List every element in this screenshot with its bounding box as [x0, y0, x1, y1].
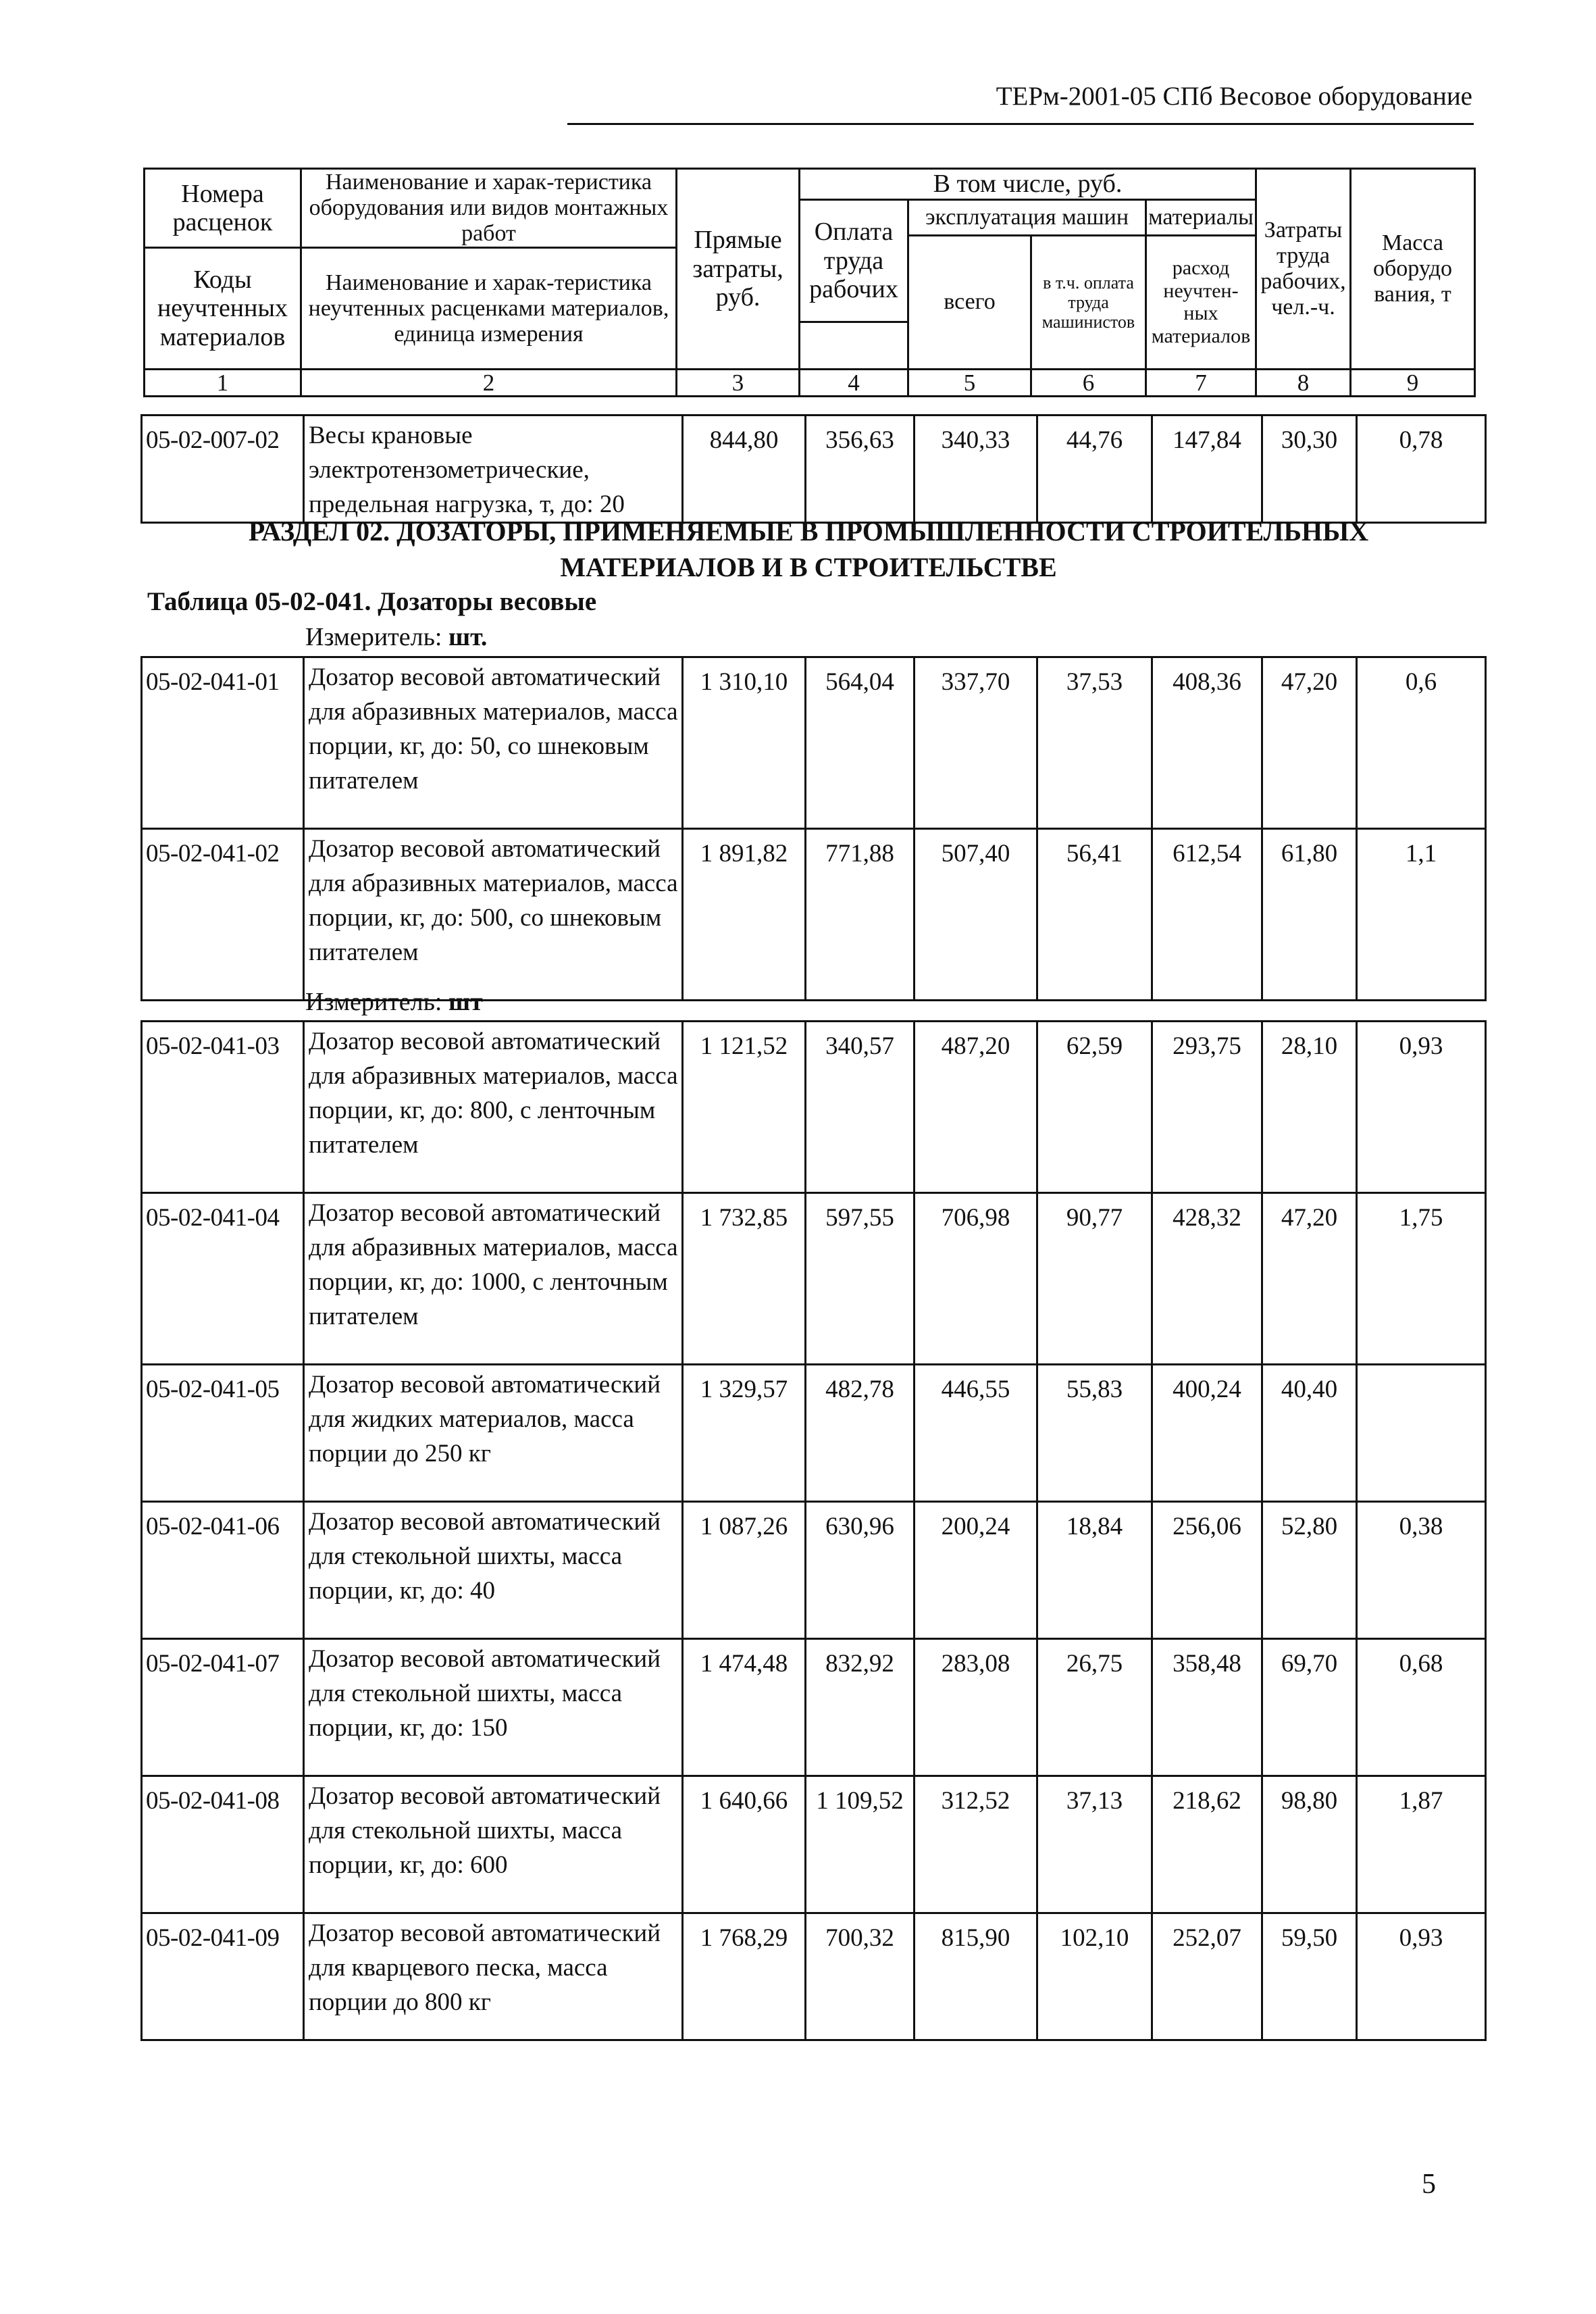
header-including: В том числе, руб. [800, 169, 1256, 200]
table-row [142, 416, 1486, 523]
machines-total: 446,55 [915, 1365, 1037, 1502]
worker-pay: 564,04 [806, 657, 915, 829]
worker-pay: 1 109,52 [806, 1776, 915, 1913]
rate-name: Весы крановые электротензометрические, предельная нагрузка, т, до: 20 [304, 416, 683, 523]
header-col-number: 6 [1031, 370, 1146, 397]
header-work-name: Наименование и харак-теристика оборудования или видов монтажных работ [301, 169, 677, 248]
operator-pay: 62,59 [1037, 1022, 1152, 1193]
rate-code: 05-02-041-01 [142, 657, 304, 829]
running-head: ТЕРм-2001-05 СПб Весовое оборудование [996, 82, 1472, 111]
header-direct-costs: Прямые затраты, руб. [677, 169, 800, 370]
operator-pay: 55,83 [1037, 1365, 1152, 1502]
rate-code: 05-02-041-05 [142, 1365, 304, 1502]
rate-name: Дозатор весовой автоматический для абразивных материалов, масса порции, кг, до: 800, с ленточным питателем [304, 1022, 683, 1193]
unit-label [305, 985, 483, 1019]
header-worker-pay: Оплата труда рабочих [800, 200, 908, 322]
machines-total: 815,90 [915, 1913, 1037, 2040]
operator-pay: 37,13 [1037, 1776, 1152, 1913]
header-machines-total: всего [908, 235, 1031, 370]
section-title: РАЗДЕЛ 02. ДОЗАТОРЫ, ПРИМЕНЯЕМЫЕ В ПРОМЫШЛЕННОСТИ СТРОИТЕЛЬНЫХ [248, 516, 1369, 547]
table-row [142, 1365, 1486, 1502]
header-equipment-mass: Масса оборудо вания, т [1351, 169, 1475, 370]
rate-name: Дозатор весовой автоматический для стекольной шихты, масса порции, кг, до: 150 [304, 1639, 683, 1776]
table-title: Таблица 05-02-041. Дозаторы весовые [147, 587, 597, 616]
direct-costs: 1 310,10 [683, 657, 806, 829]
worker-pay: 597,55 [806, 1193, 915, 1365]
rate-name: Дозатор весовой автоматический для стекольной шихты, масса порции, кг, до: 600 [304, 1776, 683, 1913]
materials-cost: 428,32 [1152, 1193, 1262, 1365]
operator-pay: 26,75 [1037, 1639, 1152, 1776]
rate-name: Дозатор весовой автоматический для абразивных материалов, масса порции, кг, до: 50, со шнековым питателем [304, 657, 683, 829]
header-materials: материалы [1146, 200, 1256, 236]
materials-cost: 218,62 [1152, 1776, 1262, 1913]
header-col-number: 5 [908, 370, 1031, 397]
equipment-mass: 1,75 [1357, 1193, 1486, 1365]
materials-cost: 256,06 [1152, 1502, 1262, 1639]
direct-costs: 1 329,57 [683, 1365, 806, 1502]
worker-pay: 340,57 [806, 1022, 915, 1193]
labor-hours: 59,50 [1262, 1913, 1357, 2040]
rate-code: 05-02-041-09 [142, 1913, 304, 2040]
direct-costs: 844,80 [683, 416, 806, 523]
header-unaccounted-materials: расход неучтен-ных материалов [1146, 235, 1256, 370]
header-material-codes: Коды неучтенных материалов [145, 248, 301, 370]
unit-label-text: Измеритель: [305, 623, 442, 651]
header-operator-pay: в т.ч. оплата труда машинистов [1031, 235, 1146, 370]
machines-total: 706,98 [915, 1193, 1037, 1365]
rates-table-scales [140, 414, 1487, 524]
header-material-names: Наименование и харак-теристика неучтенных расценками материалов, единица измерения [301, 248, 677, 370]
rates-table-group-b [140, 1020, 1487, 2041]
rate-code: 05-02-041-03 [142, 1022, 304, 1193]
table-row [142, 829, 1486, 1001]
direct-costs: 1 640,66 [683, 1776, 806, 1913]
header-col-number: 8 [1256, 370, 1351, 397]
rate-code: 05-02-041-08 [142, 1776, 304, 1913]
rate-name: Дозатор весовой автоматический для абразивных материалов, масса порции, кг, до: 500, со шнековым питателем [304, 829, 683, 1001]
equipment-mass: 0,6 [1357, 657, 1486, 829]
rate-name: Дозатор весовой автоматический для абразивных материалов, масса порции, кг, до: 1000, с ленточным питателем [304, 1193, 683, 1365]
operator-pay: 37,53 [1037, 657, 1152, 829]
machines-total: 283,08 [915, 1639, 1037, 1776]
materials-cost: 293,75 [1152, 1022, 1262, 1193]
direct-costs: 1 732,85 [683, 1193, 806, 1365]
direct-costs: 1 121,52 [683, 1022, 806, 1193]
worker-pay: 700,32 [806, 1913, 915, 2040]
labor-hours: 52,80 [1262, 1502, 1357, 1639]
table-row [142, 1022, 1486, 1193]
labor-hours: 98,80 [1262, 1776, 1357, 1913]
labor-hours: 61,80 [1262, 829, 1357, 1001]
machines-total: 312,52 [915, 1776, 1037, 1913]
equipment-mass: 1,87 [1357, 1776, 1486, 1913]
direct-costs: 1 474,48 [683, 1639, 806, 1776]
worker-pay: 832,92 [806, 1639, 915, 1776]
column-header-table [143, 168, 1476, 397]
rate-code: 05-02-041-07 [142, 1639, 304, 1776]
rate-code: 05-02-041-06 [142, 1502, 304, 1639]
direct-costs: 1 768,29 [683, 1913, 806, 2040]
rate-name: Дозатор весовой автоматический для кварцевого песка, масса порции до 800 кг [304, 1913, 683, 2040]
header-col-number: 1 [145, 370, 301, 397]
equipment-mass: 0,93 [1357, 1913, 1486, 2040]
header-machines: эксплуатация машин [908, 200, 1146, 236]
unit-value: шт. [448, 623, 488, 651]
materials-cost: 408,36 [1152, 657, 1262, 829]
unit-value: шт [448, 988, 483, 1016]
header-col-number: 7 [1146, 370, 1256, 397]
labor-hours: 69,70 [1262, 1639, 1357, 1776]
labor-hours: 47,20 [1262, 1193, 1357, 1365]
unit-label-text: Измеритель: [305, 988, 442, 1016]
table-row [142, 1776, 1486, 1913]
equipment-mass: 0,78 [1357, 416, 1486, 523]
machines-total: 200,24 [915, 1502, 1037, 1639]
operator-pay: 90,77 [1037, 1193, 1152, 1365]
operator-pay: 44,76 [1037, 416, 1152, 523]
page-number: 5 [1422, 2169, 1436, 2200]
rate-code: 05-02-007-02 [142, 416, 304, 523]
materials-cost: 400,24 [1152, 1365, 1262, 1502]
header-labor-hours: Затраты труда рабочих, чел.-ч. [1256, 169, 1351, 370]
unit-label [305, 620, 487, 654]
materials-cost: 147,84 [1152, 416, 1262, 523]
equipment-mass: 0,93 [1357, 1022, 1486, 1193]
equipment-mass: 1,1 [1357, 829, 1486, 1001]
labor-hours: 40,40 [1262, 1365, 1357, 1502]
operator-pay: 56,41 [1037, 829, 1152, 1001]
section-title-cont: МАТЕРИАЛОВ И В СТРОИТЕЛЬСТВЕ [560, 552, 1057, 582]
table-row [142, 1913, 1486, 2040]
header-rate-numbers: Номера расценок [145, 169, 301, 248]
machines-total: 487,20 [915, 1022, 1037, 1193]
direct-costs: 1 087,26 [683, 1502, 806, 1639]
table-row [142, 1193, 1486, 1365]
header-col-number: 3 [677, 370, 800, 397]
table-row [142, 1639, 1486, 1776]
worker-pay: 771,88 [806, 829, 915, 1001]
materials-cost: 612,54 [1152, 829, 1262, 1001]
materials-cost: 358,48 [1152, 1639, 1262, 1776]
operator-pay: 18,84 [1037, 1502, 1152, 1639]
machines-total: 340,33 [915, 416, 1037, 523]
rate-code: 05-02-041-04 [142, 1193, 304, 1365]
machines-total: 507,40 [915, 829, 1037, 1001]
rate-name: Дозатор весовой автоматический для жидких материалов, масса порции до 250 кг [304, 1365, 683, 1502]
equipment-mass [1357, 1365, 1486, 1502]
machines-total: 337,70 [915, 657, 1037, 829]
rate-code: 05-02-041-02 [142, 829, 304, 1001]
operator-pay: 102,10 [1037, 1913, 1152, 2040]
header-col-number: 9 [1351, 370, 1475, 397]
materials-cost: 252,07 [1152, 1913, 1262, 2040]
equipment-mass: 0,38 [1357, 1502, 1486, 1639]
rates-table-group-a [140, 656, 1487, 1001]
rate-name: Дозатор весовой автоматический для стекольной шихты, масса порции, кг, до: 40 [304, 1502, 683, 1639]
labor-hours: 30,30 [1262, 416, 1357, 523]
worker-pay: 482,78 [806, 1365, 915, 1502]
labor-hours: 47,20 [1262, 657, 1357, 829]
direct-costs: 1 891,82 [683, 829, 806, 1001]
table-row [142, 657, 1486, 829]
header-col-number: 2 [301, 370, 677, 397]
worker-pay: 356,63 [806, 416, 915, 523]
header-col-number: 4 [800, 370, 908, 397]
equipment-mass: 0,68 [1357, 1639, 1486, 1776]
worker-pay: 630,96 [806, 1502, 915, 1639]
header-rule [567, 123, 1474, 125]
labor-hours: 28,10 [1262, 1022, 1357, 1193]
table-row [142, 1502, 1486, 1639]
